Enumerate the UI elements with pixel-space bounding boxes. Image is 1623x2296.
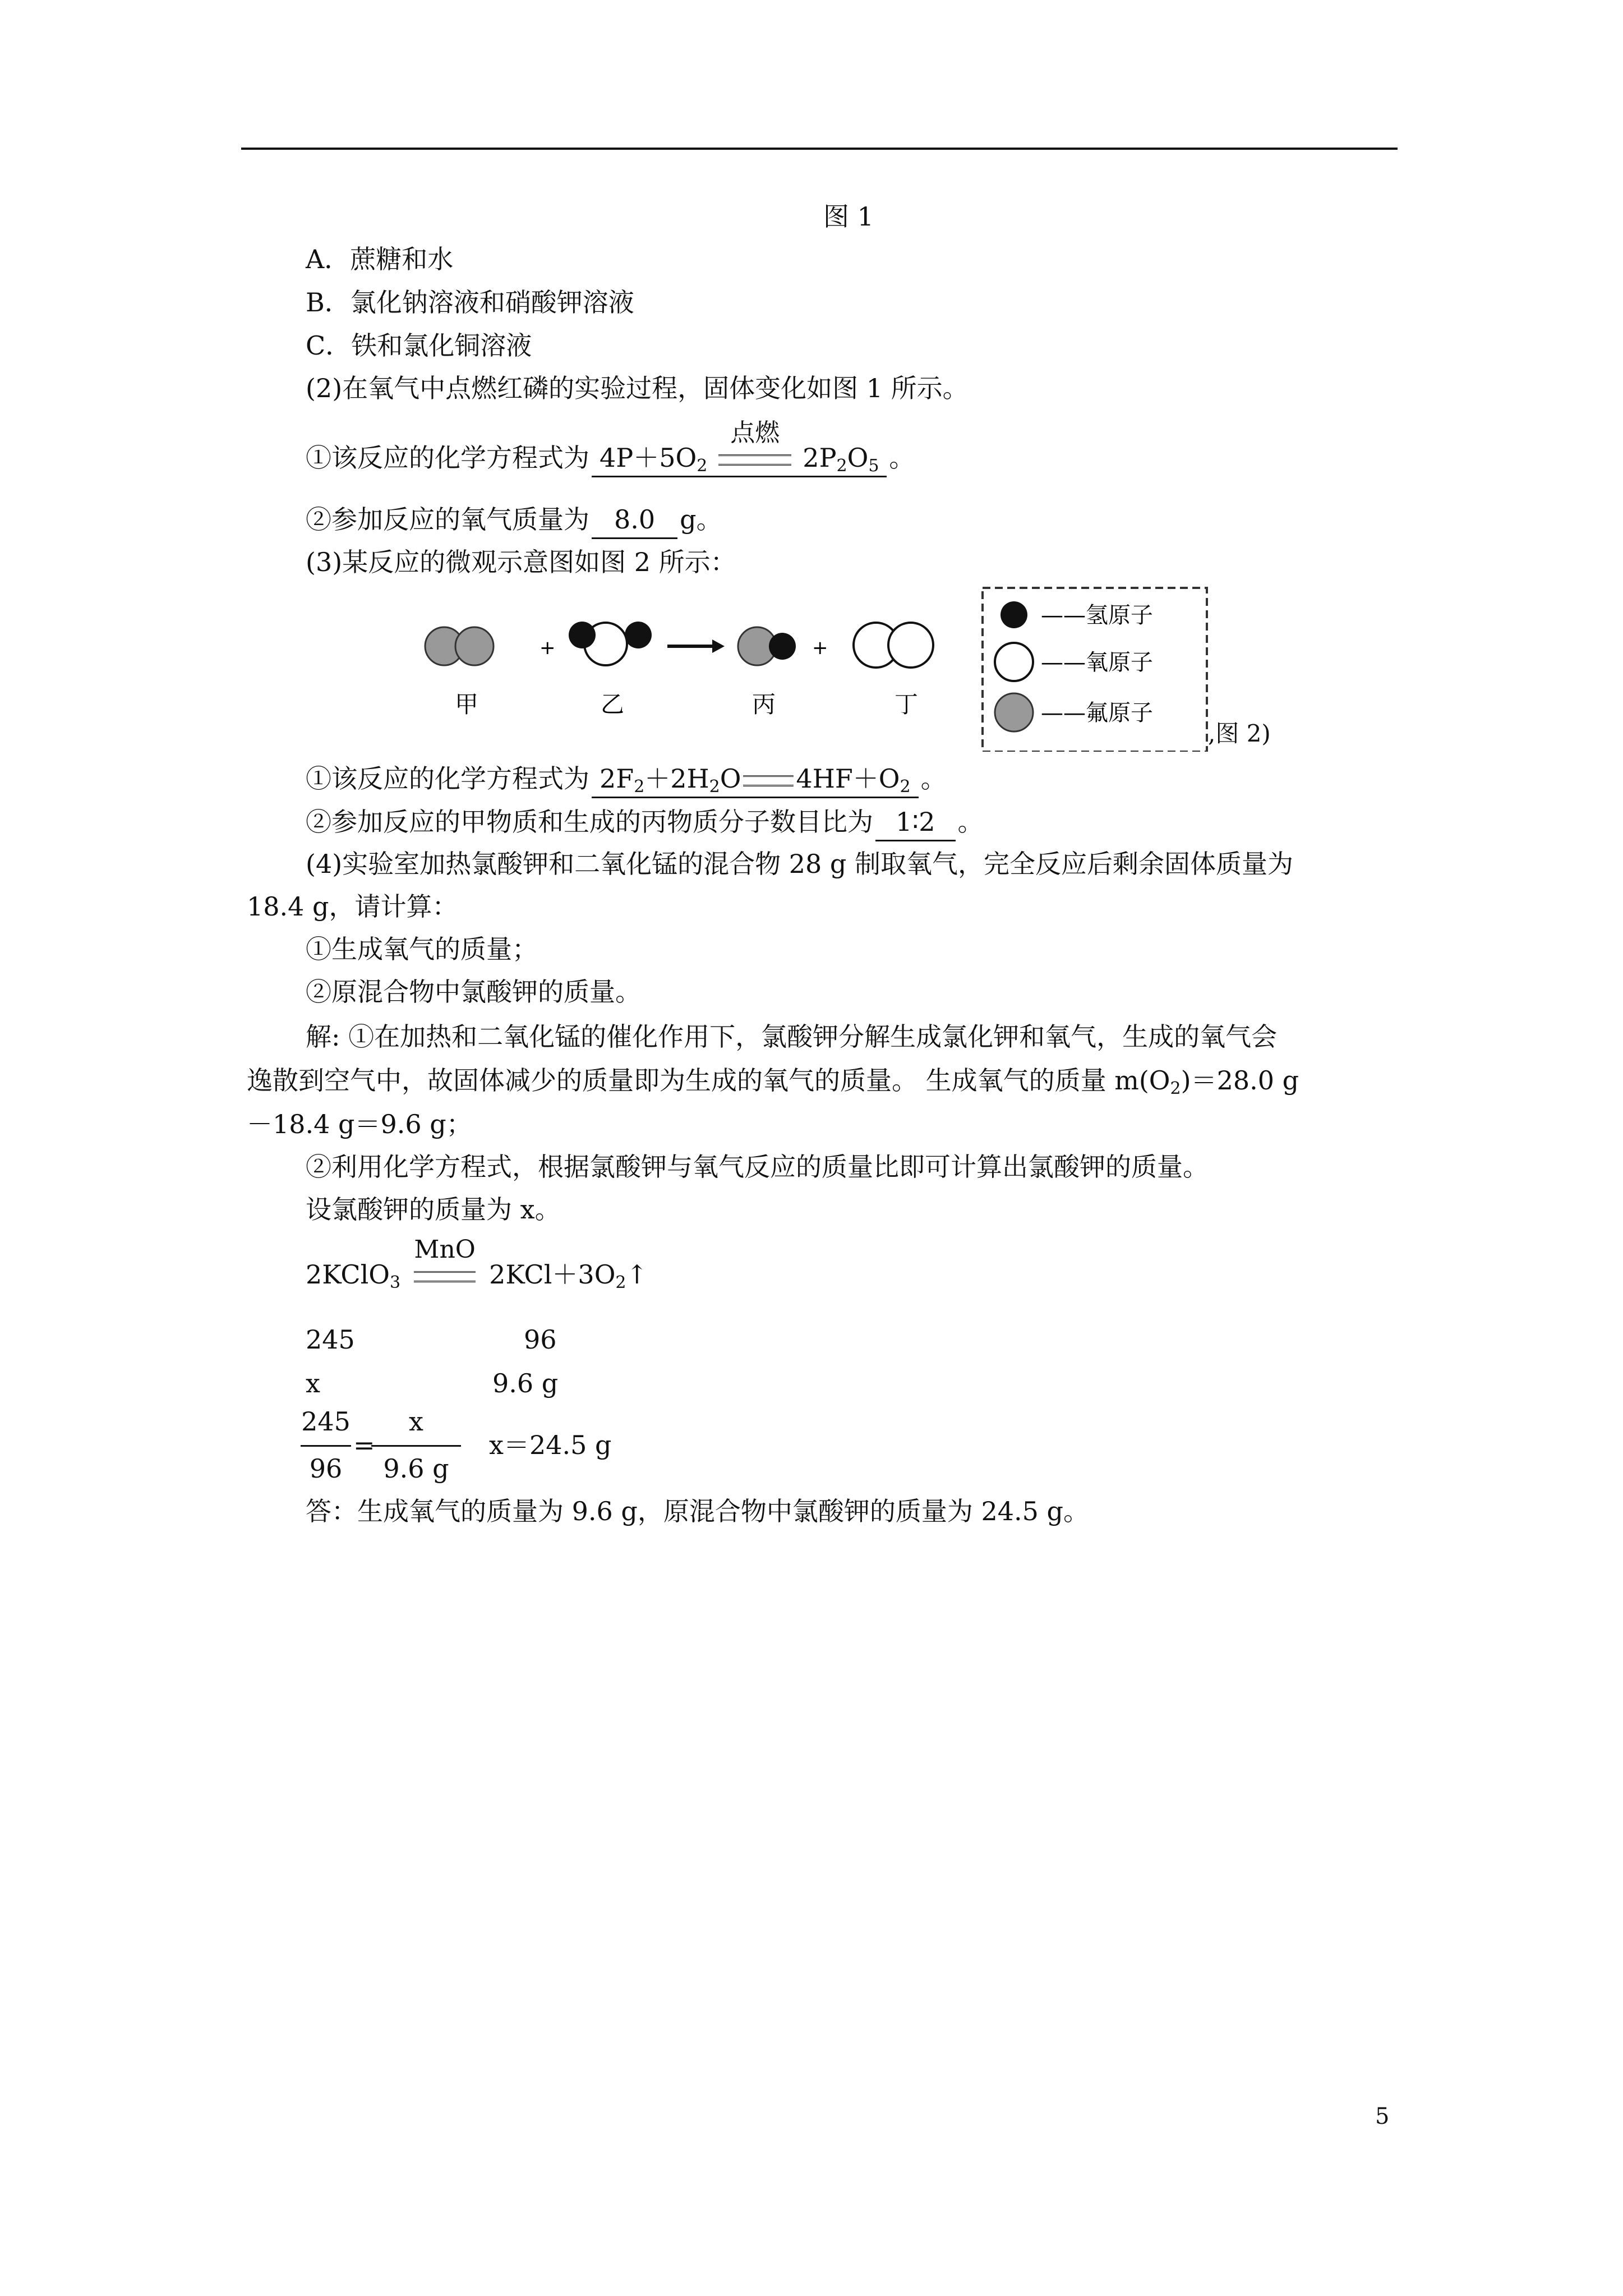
fraction-2-bar <box>371 1445 461 1447</box>
molecule-ding <box>854 623 933 668</box>
fraction-1-bar <box>301 1445 351 1447</box>
figure-2-diagram <box>415 572 1211 752</box>
final-answer: 答：生成氧气的质量为 9.6 g，原混合物中氯酸钾的质量为 24.5 g。 <box>306 1496 1089 1526</box>
q4-sub-1: ①生成氧气的质量； <box>306 934 538 964</box>
q2-eq-prefix: ①该反应的化学方程式为 <box>306 443 589 473</box>
option-a: A．蔗糖和水 <box>306 244 454 274</box>
page-number: 5 <box>1375 2104 1390 2129</box>
molecule-yi <box>569 622 652 665</box>
solution-line-3: －18.4 g＝9.6 g； <box>247 1109 472 1139</box>
q4-line-1: (4)实验室加热氯酸钾和二氧化锰的混合物 28 g 制取氧气，完全反应后剩余固体质量为 <box>306 849 1294 879</box>
fraction-2-numerator: x <box>409 1406 423 1437</box>
reaction-condition: 点燃 <box>713 440 797 476</box>
solution-line-2: 逸散到空气中，故固体减少的质量即为生成的氧气的质量。 生成氧气的质量 $m(O_2)=28.0$ g <box>247 1065 1299 1098</box>
svg-text:——氟原子: ——氟原子 <box>1041 700 1153 726</box>
catalyst-condition: MnO <box>408 1257 481 1292</box>
mass-row-1a: 245 <box>306 1324 355 1355</box>
proportion-equals: = <box>353 1430 375 1460</box>
q2-equation-answer: $4P+5O_2$ 点燃 $2P_2O_5$ <box>592 440 887 477</box>
legend-fluorine <box>995 693 1153 731</box>
mass-row-2a: x <box>306 1368 320 1398</box>
q4-line-2: 18.4 g，请计算： <box>247 891 458 922</box>
header-rule <box>241 148 1398 150</box>
label-yi: 乙 <box>600 691 625 718</box>
solution-line-4: ②利用化学方程式，根据氯酸钾与氧气反应的质量比即可计算出氯酸钾的质量。 <box>306 1152 1209 1182</box>
q3-equation-answer: $2F_2+2H_2O$ $4HF+O_2$ <box>592 761 919 798</box>
q2-intro: (2)在氧气中点燃红磷的实验过程，固体变化如图 1 所示。 <box>306 373 969 403</box>
plus-sign-2: + <box>812 637 828 659</box>
molecule-jia <box>425 627 494 665</box>
svg-text:——氧原子: ——氧原子 <box>1041 650 1153 675</box>
fraction-2-denominator: 9.6 g <box>383 1453 449 1484</box>
legend-oxygen <box>995 643 1153 681</box>
solution-line-1: 解: ①在加热和二氧化锰的催化作用下，氯酸钾分解生成氯化钾和氧气，生成的氧气会 <box>306 1022 1278 1052</box>
fraction-1-numerator: 245 <box>301 1406 351 1437</box>
legend-hydrogen <box>1000 601 1153 628</box>
label-jia: 甲 <box>454 691 479 718</box>
q3-ratio-answer: 1∶2 <box>875 804 956 841</box>
reaction-arrow <box>667 639 725 653</box>
q2-mass-answer: 8.0 <box>592 501 677 539</box>
q3-ratio-line: ②参加反应的甲物质和生成的丙物质分子数目比为 1∶2 。 <box>306 804 984 841</box>
result-x: x＝24.5 g <box>489 1430 612 1460</box>
plus-sign: + <box>540 637 556 659</box>
q3-equation-line: ①该反应的化学方程式为 $2F_2+2H_2O$ $4HF+O_2$ 。 <box>306 761 947 798</box>
label-ding: 丁 <box>894 691 919 718</box>
q3-intro: (3)某反应的微观示意图如图 2 所示： <box>306 547 736 577</box>
figure-2-caption: ,图 2) <box>1208 720 1271 747</box>
q2-equation-line: ①该反应的化学方程式为 $4P+5O_2$ 点燃 $2P_2O_5$ 。 <box>306 440 915 477</box>
solution-line-5: 设氯酸钾的质量为 x。 <box>306 1194 561 1225</box>
molecule-bing <box>738 627 796 665</box>
mass-row-1b: 96 <box>524 1324 557 1355</box>
kclo3-equation: 2KClO$_3$ MnO $2KCl+3O_2↑$ <box>306 1235 648 1292</box>
option-c: C．铁和氯化铜溶液 <box>306 330 532 361</box>
mass-row-2b: 9.6 g <box>492 1368 559 1398</box>
svg-text:——氢原子: ——氢原子 <box>1041 602 1153 628</box>
label-bing: 丙 <box>751 691 776 718</box>
figure-1-caption: 图 1 <box>823 201 874 232</box>
fraction-1-denominator: 96 <box>309 1453 343 1484</box>
q4-sub-2: ②原混合物中氯酸钾的质量。 <box>306 977 641 1007</box>
option-b: B．氯化钠溶液和硝酸钾溶液 <box>306 287 634 318</box>
q2-oxygen-mass-line: ②参加反应的氧气质量为 8.0 g。 <box>306 501 722 539</box>
